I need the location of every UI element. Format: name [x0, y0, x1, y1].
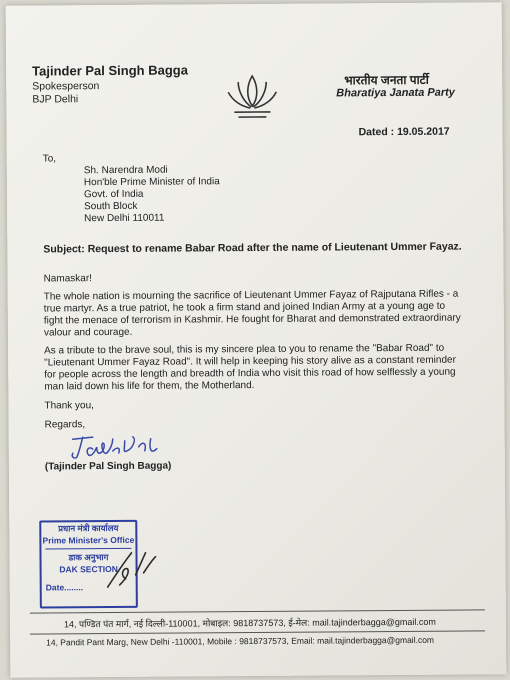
handwritten-signature	[67, 429, 177, 464]
body-paragraph: As a tribute to the brave soul, this is my sincere plea to you to rename the "Babar Road" to "Lieutenant Ummer Fayaz Road". It will help in keeping his story alive as a constant reminder for people across the length and breadth of India who visit this road of how selflessly a young man laid down his life for them, the Motherland.	[44, 342, 456, 393]
body-paragraph: The whole nation is mourning the sacrifice of Lieutenant Ummer Fayaz of Rajputana Rifles - a true martyr. As a true patriot, he took a firm stand and joined Indian Army at a young age to fight the menace of terrorism in Kashmir. He fought for Bharat and demonstrated extraordinary valour and courage.	[43, 288, 461, 339]
regards-line: Regards,	[44, 419, 86, 431]
subject-line: Subject: Request to rename Babar Road after the name of Lieutenant Ummer Fayaz.	[43, 240, 462, 256]
recipient-line: Govt. of India	[83, 188, 144, 201]
to-label: To,	[42, 153, 57, 165]
party-name-english: Bharatiya Janata Party	[336, 86, 455, 100]
sender-name: Tajinder Pal Singh Bagga	[32, 62, 188, 79]
signature-name: (Tajinder Pal Singh Bagga)	[44, 460, 172, 473]
letter-date: Dated : 19.05.2017	[358, 125, 450, 139]
footer-address-english: 14, Pandit Pant Marg, New Delhi -110001, Mobile : 9818737573, Email: mail.tajinderbagga@gmail.com	[46, 634, 435, 648]
stamp-section-hindi: डाक अनुभाग	[68, 552, 109, 563]
sender-org: BJP Delhi	[32, 93, 79, 106]
footer-rule	[30, 609, 485, 613]
recipient-line: New Delhi 110011	[84, 212, 165, 225]
stamp-line-hindi: प्रधान मंत्री कार्यालय	[58, 522, 119, 534]
recipient-line: Hon'ble Prime Minister of India	[83, 176, 220, 189]
thanks-line: Thank you,	[44, 400, 94, 412]
recipient-line: South Block	[84, 200, 138, 213]
stamp-date-label: Date........	[45, 582, 84, 593]
letter-page	[6, 2, 507, 677]
greeting: Namaskar!	[43, 273, 92, 285]
stamp-section-english: DAK SECTION	[59, 563, 118, 575]
stamp-handwritten-date	[101, 545, 161, 595]
sender-role: Spokesperson	[32, 80, 100, 93]
stamp-line-english: Prime Minister's Office	[42, 534, 135, 546]
recipient-line: Sh. Narendra Modi	[83, 164, 168, 177]
footer-address-hindi: 14, पण्डित पंत मार्ग, नई दिल्ली-110001, मोबाइल: 9818737573, ई-मेल: mail.tajinderbagga@gmail.com	[63, 616, 436, 630]
lotus-logo-icon	[224, 72, 280, 124]
party-name-hindi: भारतीय जनता पार्टी	[344, 72, 429, 88]
